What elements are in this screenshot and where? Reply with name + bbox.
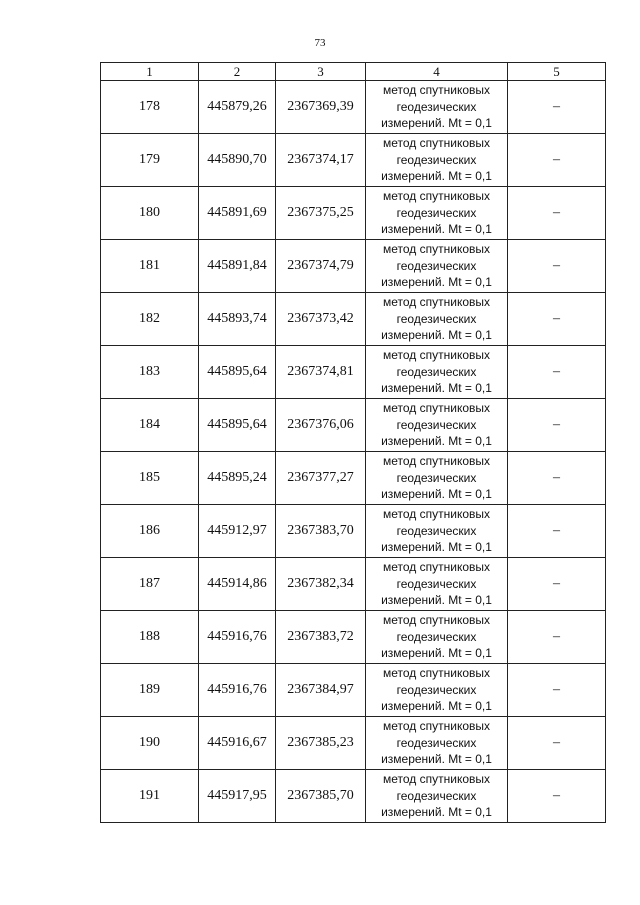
- method-line: измерений. Mt = 0,1: [381, 752, 492, 767]
- method-line: измерений. Mt = 0,1: [381, 646, 492, 661]
- point-number-cell: 179: [101, 134, 199, 187]
- point-number-cell: 185: [101, 452, 199, 505]
- note-cell: –: [508, 134, 606, 187]
- method-line: геодезических: [396, 682, 477, 697]
- method-cell: [366, 770, 508, 823]
- method-line: измерений. Mt = 0,1: [381, 593, 492, 608]
- method-line: измерений. Mt = 0,1: [381, 222, 492, 237]
- table-body: [101, 81, 606, 823]
- method-line: геодезических: [396, 99, 477, 114]
- table-row: [101, 717, 606, 770]
- method-line: измерений. Mt = 0,1: [381, 434, 492, 449]
- point-number-cell: 190: [101, 717, 199, 770]
- header-col-2: 2: [199, 63, 276, 81]
- y-coordinate-cell: 2367382,34: [276, 558, 366, 611]
- method-cell: [366, 134, 508, 187]
- header-row: [101, 63, 606, 81]
- method-cell: [366, 664, 508, 717]
- method-line: геодезических: [396, 735, 477, 750]
- point-number-cell: 182: [101, 293, 199, 346]
- note-cell: –: [508, 452, 606, 505]
- x-coordinate-cell: 445893,74: [199, 293, 276, 346]
- method-line: метод спутниковых: [382, 560, 490, 575]
- method-line: метод спутниковых: [382, 401, 490, 416]
- method-line: метод спутниковых: [382, 83, 490, 98]
- method-cell: [366, 346, 508, 399]
- method-cell: [366, 452, 508, 505]
- table-row: [101, 346, 606, 399]
- y-coordinate-cell: 2367384,97: [276, 664, 366, 717]
- method-line: метод спутниковых: [382, 136, 490, 151]
- y-coordinate-cell: 2367383,70: [276, 505, 366, 558]
- method-cell: [366, 81, 508, 134]
- point-number-cell: 178: [101, 81, 199, 134]
- method-cell: [366, 399, 508, 452]
- y-coordinate-cell: 2367376,06: [276, 399, 366, 452]
- table-row: [101, 452, 606, 505]
- method-cell: [366, 717, 508, 770]
- note-cell: –: [508, 611, 606, 664]
- method-line: метод спутниковых: [382, 295, 490, 310]
- x-coordinate-cell: 445916,76: [199, 611, 276, 664]
- x-coordinate-cell: 445914,86: [199, 558, 276, 611]
- method-cell: [366, 505, 508, 558]
- y-coordinate-cell: 2367369,39: [276, 81, 366, 134]
- method-line: метод спутниковых: [382, 666, 490, 681]
- method-cell: [366, 240, 508, 293]
- note-cell: –: [508, 770, 606, 823]
- method-line: измерений. Mt = 0,1: [381, 381, 492, 396]
- table-row: [101, 81, 606, 134]
- method-line: метод спутниковых: [382, 507, 490, 522]
- y-coordinate-cell: 2367385,70: [276, 770, 366, 823]
- method-line: метод спутниковых: [382, 242, 490, 257]
- method-cell: [366, 611, 508, 664]
- x-coordinate-cell: 445879,26: [199, 81, 276, 134]
- x-coordinate-cell: 445890,70: [199, 134, 276, 187]
- header-col-1: 1: [101, 63, 199, 81]
- y-coordinate-cell: 2367374,81: [276, 346, 366, 399]
- y-coordinate-cell: 2367375,25: [276, 187, 366, 240]
- table-row: [101, 664, 606, 717]
- x-coordinate-cell: 445912,97: [199, 505, 276, 558]
- point-number-cell: 187: [101, 558, 199, 611]
- point-number-cell: 191: [101, 770, 199, 823]
- method-line: измерений. Mt = 0,1: [381, 169, 492, 184]
- x-coordinate-cell: 445895,64: [199, 399, 276, 452]
- x-coordinate-cell: 445891,69: [199, 187, 276, 240]
- point-number-cell: 180: [101, 187, 199, 240]
- method-line: измерений. Mt = 0,1: [381, 116, 492, 131]
- method-line: геодезических: [396, 311, 477, 326]
- x-coordinate-cell: 445895,24: [199, 452, 276, 505]
- method-line: метод спутниковых: [382, 189, 490, 204]
- table-row: [101, 770, 606, 823]
- x-coordinate-cell: 445916,76: [199, 664, 276, 717]
- coordinates-table: [100, 62, 606, 823]
- note-cell: –: [508, 399, 606, 452]
- point-number-cell: 186: [101, 505, 199, 558]
- point-number-cell: 188: [101, 611, 199, 664]
- y-coordinate-cell: 2367373,42: [276, 293, 366, 346]
- method-line: измерений. Mt = 0,1: [381, 805, 492, 820]
- table-row: [101, 293, 606, 346]
- method-line: геодезических: [396, 364, 477, 379]
- note-cell: –: [508, 505, 606, 558]
- point-number-cell: 183: [101, 346, 199, 399]
- method-line: метод спутниковых: [382, 348, 490, 363]
- method-line: геодезических: [396, 788, 477, 803]
- table-row: [101, 399, 606, 452]
- x-coordinate-cell: 445916,67: [199, 717, 276, 770]
- y-coordinate-cell: 2367374,79: [276, 240, 366, 293]
- method-line: измерений. Mt = 0,1: [381, 275, 492, 290]
- method-line: геодезических: [396, 417, 477, 432]
- method-line: измерений. Mt = 0,1: [381, 328, 492, 343]
- method-line: геодезических: [396, 629, 477, 644]
- header-col-4: 4: [366, 63, 508, 81]
- method-cell: [366, 558, 508, 611]
- table-row: [101, 558, 606, 611]
- method-line: геодезических: [396, 152, 477, 167]
- table-row: [101, 240, 606, 293]
- header-col-5: 5: [508, 63, 606, 81]
- method-line: геодезических: [396, 470, 477, 485]
- x-coordinate-cell: 445891,84: [199, 240, 276, 293]
- note-cell: –: [508, 293, 606, 346]
- y-coordinate-cell: 2367385,23: [276, 717, 366, 770]
- method-line: геодезических: [396, 523, 477, 538]
- note-cell: –: [508, 187, 606, 240]
- method-line: измерений. Mt = 0,1: [381, 487, 492, 502]
- x-coordinate-cell: 445895,64: [199, 346, 276, 399]
- note-cell: –: [508, 664, 606, 717]
- y-coordinate-cell: 2367377,27: [276, 452, 366, 505]
- note-cell: –: [508, 558, 606, 611]
- note-cell: –: [508, 81, 606, 134]
- header-col-3: 3: [276, 63, 366, 81]
- table-row: [101, 134, 606, 187]
- method-cell: [366, 187, 508, 240]
- point-number-cell: 189: [101, 664, 199, 717]
- method-line: метод спутниковых: [382, 719, 490, 734]
- note-cell: –: [508, 717, 606, 770]
- y-coordinate-cell: 2367383,72: [276, 611, 366, 664]
- page-number: 73: [314, 37, 326, 49]
- y-coordinate-cell: 2367374,17: [276, 134, 366, 187]
- table-header: [101, 63, 606, 81]
- table-row: [101, 187, 606, 240]
- method-line: геодезических: [396, 258, 477, 273]
- point-number-cell: 181: [101, 240, 199, 293]
- method-line: метод спутниковых: [382, 454, 490, 469]
- method-line: измерений. Mt = 0,1: [381, 540, 492, 555]
- note-cell: –: [508, 346, 606, 399]
- table-row: [101, 611, 606, 664]
- method-cell: [366, 293, 508, 346]
- method-line: геодезических: [396, 576, 477, 591]
- method-line: измерений. Mt = 0,1: [381, 699, 492, 714]
- note-cell: –: [508, 240, 606, 293]
- method-line: геодезических: [396, 205, 477, 220]
- table-row: [101, 505, 606, 558]
- x-coordinate-cell: 445917,95: [199, 770, 276, 823]
- point-number-cell: 184: [101, 399, 199, 452]
- method-line: метод спутниковых: [382, 613, 490, 628]
- method-line: метод спутниковых: [382, 772, 490, 787]
